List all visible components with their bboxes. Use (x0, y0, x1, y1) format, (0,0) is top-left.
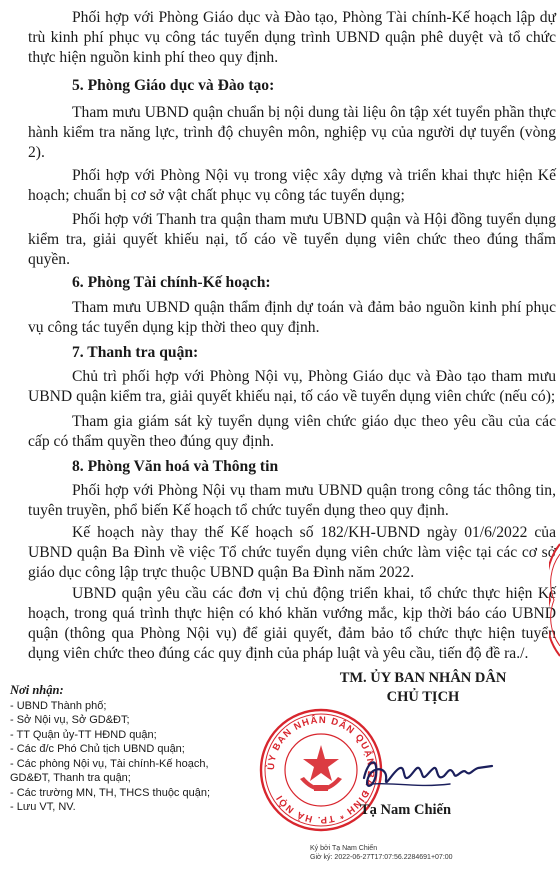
paragraph-7b: Tham gia giám sát kỳ tuyển dụng viên chức giáo dục theo yêu cầu của các cấp có thẩm quyền theo đúng quy định. (28, 413, 556, 450)
paragraph-finance-coordination: Phối hợp với Phòng Giáo dục và Đào tạo, Phòng Tài chính-Kế hoạch lập dự trù kinh phí phục vụ công tác tuyển dụng trình UBND quận phê duyệt và tổ chức thực hiện nguồn kinh phí theo quy định. (28, 9, 556, 66)
recipient-item: - Sở Nội vụ, Sở GD&ĐT; (10, 714, 130, 726)
paragraph-5a: Tham mưu UBND quận chuẩn bị nội dung tài liệu ôn tập xét tuyển phần thực hành kiểm tra năng lực, trình độ chuyên môn, nghiệp vụ của người dự tuyển (vòng 2). (28, 104, 556, 161)
paragraph-closing-request: UBND quận yêu cầu các đơn vị chủ động triển khai, tổ chức thực hiện Kế hoạch, trong quá trình thực hiện có khó khăn vướng mắc, kịp thời báo cáo UBND quận (thông qua Phòng Nội vụ) để giải quyết, đảm bảo tổ chức thực hiện tuyển dụng viên chức theo đúng các quy định của pháp luật và yêu cầu, tiến độ đề ra./. (28, 585, 556, 662)
heading-section-8: 8. Phòng Văn hoá và Thông tin (72, 458, 279, 475)
paragraph-8a: Phối hợp với Phòng Nội vụ tham mưu UBND quận trong công tác thông tin, tuyên truyền, phổ biến Kế hoạch tổ chức tuyển dụng theo quy định. (28, 482, 556, 519)
recipient-item: - Lưu VT, NV. (10, 801, 76, 813)
recipient-item: - Các phòng Nội vụ, Tài chính-Kế hoạch, (10, 757, 209, 770)
paragraph-5b: Phối hợp với Phòng Nội vụ trong việc xây dựng và triển khai thực hiện Kế hoạch; chuẩn bị cơ sở vật chất phục vụ công tác tuyển dụng; (28, 167, 556, 204)
recipients-title: Nơi nhận: (10, 683, 64, 697)
signing-title-line: CHỦ TỊCH (386, 689, 460, 705)
recipient-item: - TT Quận ủy-TT HĐND quận; (10, 728, 157, 741)
heading-section-6: 6. Phòng Tài chính-Kế hoạch: (72, 274, 271, 291)
paragraph-5c: Phối hợp với Thanh tra quận tham mưu UBND quận và Hội đồng tuyển dụng kiểm tra, giải quyết khiếu nại, tố cáo về tuyển dụng viên chức theo đúng thẩm quyền. (28, 211, 556, 268)
paragraph-6a: Tham mưu UBND quận thẩm định dự toán và đảm bảo nguồn kinh phí phục vụ công tác tuyển dụng kịp thời theo quy định. (28, 299, 556, 336)
paragraph-7a: Chủ trì phối hợp với Phòng Nội vụ, Phòng Giáo dục và Đào tạo tham mưu UBND quận kiểm tra, giải quyết khiếu nại, tố cáo về tuyển dụng viên chức (nếu có); (28, 368, 556, 405)
recipient-item: GD&ĐT, Thanh tra quận; (10, 772, 131, 784)
recipient-item: - UBND Thành phố; (10, 699, 107, 712)
adjacent-page-stamp-edge (549, 540, 560, 660)
signing-org-line: TM. ỦY BAN NHÂN DÂN (339, 670, 507, 686)
recipient-item: - Các đ/c Phó Chủ tịch UBND quận; (10, 743, 185, 755)
signer-name: Tạ Nam Chiến (360, 802, 452, 818)
recipient-item: - Các trường MN, TH, THCS thuộc quận; (10, 786, 211, 799)
digital-signed-by: Ký bởi Tạ Nam Chiến (310, 845, 378, 852)
seal-text: ỦY BAN NHÂN DÂN QUẬN BA ĐÌNH * TP. HÀ NỘI (265, 714, 377, 826)
paragraph-replacement-note: Kế hoạch này thay thế Kế hoạch số 182/KH-UBND ngày 01/6/2022 của UBND quận Ba Đình về việc Tổ chức tuyển dụng viên chức làm việc tại các cơ sở giáo dục công lập trực thuộc UBND quận Ba Đình năm 2022. (28, 524, 556, 581)
digital-signed-time: Giờ ký: 2022-06-27T17:07:56.2284691+07:00 (310, 854, 453, 861)
recipients-block (10, 683, 250, 815)
digital-signature-info (310, 844, 453, 862)
heading-section-5: 5. Phòng Giáo dục và Đào tạo: (72, 77, 275, 94)
handwritten-signature (358, 748, 498, 796)
signing-authority (318, 669, 528, 707)
heading-section-7: 7. Thanh tra quận: (72, 344, 199, 361)
